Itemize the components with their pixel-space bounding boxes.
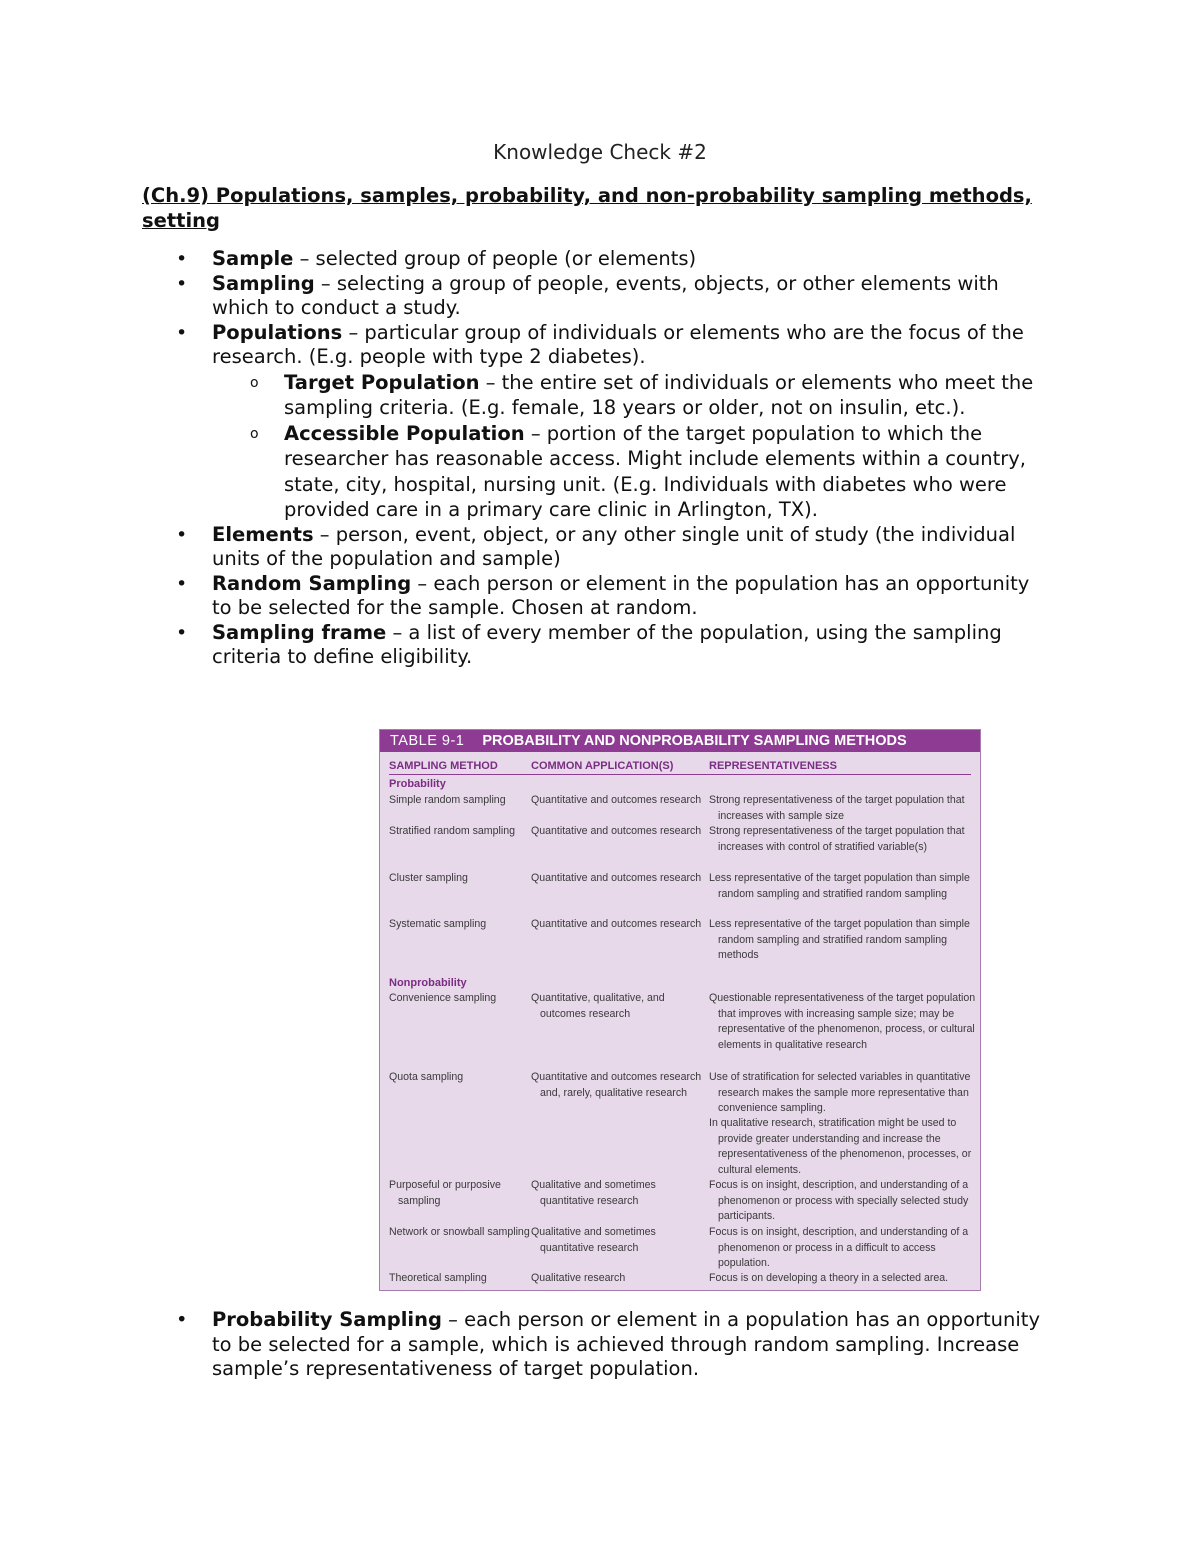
list-item <box>142 523 1052 572</box>
list-item <box>142 272 1052 321</box>
term: Random Sampling <box>212 571 412 595</box>
list-item <box>142 572 1052 621</box>
representativeness-cell: Focus is on insight, description, and understanding of a phenomenon or process in a difficult to access population. <box>709 1226 969 1269</box>
term: Accessible Population <box>284 421 525 445</box>
table-banner <box>380 730 980 752</box>
application-cell: Quantitative and outcomes research <box>531 918 702 930</box>
method-cell: Quota sampling <box>389 1071 464 1083</box>
representativeness-cell: Less representative of the target population than simple random sampling and stratified random sampling <box>709 872 970 900</box>
column-header: REPRESENTATIVENESS <box>709 760 837 772</box>
definition: – each person or element in the population has an opportunity to be selected for the sample. Chosen at random. <box>212 571 1030 619</box>
sub-bullet-icon: o <box>250 425 259 442</box>
sub-list-item <box>212 370 1052 421</box>
sub-bullet-icon: o <box>250 374 259 391</box>
application-cell: Qualitative and sometimes quantitative research <box>531 1179 656 1207</box>
document-title: Knowledge Check #2 <box>493 140 707 164</box>
definition: – portion of the target population to which the researcher has reasonable access. Might include elements within a country, state, city, hospital, nursing unit. (E.g. Individuals with diabetes who were provided care in a primary care clinic in Arlington, TX). <box>284 421 1026 521</box>
definition: – the entire set of individuals or elements who meet the sampling criteria. (E.g. female, 18 years or older, not on insulin, etc.). <box>284 370 1034 419</box>
sub-list <box>212 370 1052 523</box>
definition: – each person or element in a population has an opportunity to be selected for a sample, which is achieved through random sampling. Increase sample’s representativeness of target population. <box>212 1308 1040 1380</box>
definition: – particular group of individuals or elements who are the focus of the research. (E.g. people with type 2 diabetes). <box>212 320 1024 368</box>
column-header: SAMPLING METHOD <box>389 760 498 772</box>
bullet-icon: • <box>176 572 188 595</box>
term: Sampling <box>212 271 315 295</box>
method-cell: Purposeful or purposive sampling <box>389 1179 501 1207</box>
term: Probability Sampling <box>212 1308 442 1331</box>
bullet-icon: • <box>176 1308 188 1331</box>
application-cell: Qualitative and sometimes quantitative research <box>531 1226 656 1254</box>
bullet-icon: • <box>176 248 188 270</box>
method-cell: Network or snowball sampling <box>389 1226 530 1238</box>
list-item <box>142 621 1052 670</box>
method-cell: Cluster sampling <box>389 872 468 884</box>
representativeness-cell: Focus is on insight, description, and understanding of a phenomenon or process with specially selected study participants. <box>709 1179 969 1222</box>
definition: – selecting a group of people, events, objects, or other elements with which to conduct a study. <box>212 271 999 319</box>
application-cell: Qualitative research <box>531 1272 626 1284</box>
category-label: Probability <box>389 778 446 790</box>
bullet-icon: • <box>176 272 188 295</box>
list-item <box>142 321 1052 523</box>
table-title: PROBABILITY AND NONPROBABILITY SAMPLING METHODS <box>482 733 907 749</box>
representativeness-cell: Questionable representativeness of the target population that improves with increasing sample size; may be representative of the phenomenon, process, or cultural elements in qualitative research <box>709 992 976 1051</box>
method-cell: Theoretical sampling <box>389 1272 487 1284</box>
term: Elements <box>212 522 314 546</box>
method-cell: Convenience sampling <box>389 992 497 1004</box>
representativeness-cell: Less representative of the target population than simple random sampling and stratified random sampling methods <box>709 918 970 961</box>
definition: – person, event, object, or any other single unit of study (the individual units of the population and sample) <box>212 522 1016 570</box>
representativeness-cell: Focus is on developing a theory in a selected area. <box>709 1272 949 1284</box>
list-item <box>142 247 1052 272</box>
term: Sampling frame <box>212 620 387 644</box>
table-header-row <box>389 758 971 775</box>
application-cell: Quantitative, qualitative, and outcomes research <box>531 992 665 1020</box>
application-cell: Quantitative and outcomes research <box>531 825 702 837</box>
bullet-icon: • <box>176 621 188 644</box>
method-cell: Stratified random sampling <box>389 825 516 837</box>
category-label: Nonprobability <box>389 977 467 989</box>
term: Target Population <box>284 370 480 394</box>
definition: – a list of every member of the population, using the sampling criteria to define eligibility. <box>212 620 1002 668</box>
method-cell: Systematic sampling <box>389 918 487 930</box>
method-cell: Simple random sampling <box>389 794 506 806</box>
application-cell: Quantitative and outcomes research and, rarely, qualitative research <box>531 1071 702 1099</box>
section-heading: (Ch.9) Populations, samples, probability, and non-probability sampling methods, setting <box>142 184 1032 232</box>
representativeness-cell: Strong representativeness of the target population that increases with sample size <box>709 794 965 822</box>
term: Populations <box>212 320 343 344</box>
column-header: COMMON APPLICATION(S) <box>531 760 674 772</box>
representativeness-cell: In qualitative research, stratification might be used to provide greater understanding and increase the representativeness of the phenomenon, processes, or cultural elements. <box>709 1117 972 1176</box>
representativeness-cell: Strong representativeness of the target population that increases with control of stratified variable(s) <box>709 825 965 853</box>
bullet-icon: • <box>176 523 188 546</box>
definition: – selected group of people (or elements) <box>293 247 697 270</box>
application-cell: Quantitative and outcomes research <box>531 794 702 806</box>
table-number: TABLE 9-1 <box>390 733 465 749</box>
representativeness-cell: Use of stratification for selected variables in quantitative research makes the sample more representative than convenience sampling. <box>709 1071 971 1114</box>
sub-list-item <box>212 421 1052 523</box>
term: Sample <box>212 247 294 270</box>
bullet-icon: • <box>176 321 188 344</box>
probability-sampling-list <box>142 1308 1052 1382</box>
sampling-methods-table <box>379 729 981 1291</box>
application-cell: Quantitative and outcomes research <box>531 872 702 884</box>
list-item <box>142 1308 1052 1382</box>
definitions-list <box>142 247 1052 670</box>
